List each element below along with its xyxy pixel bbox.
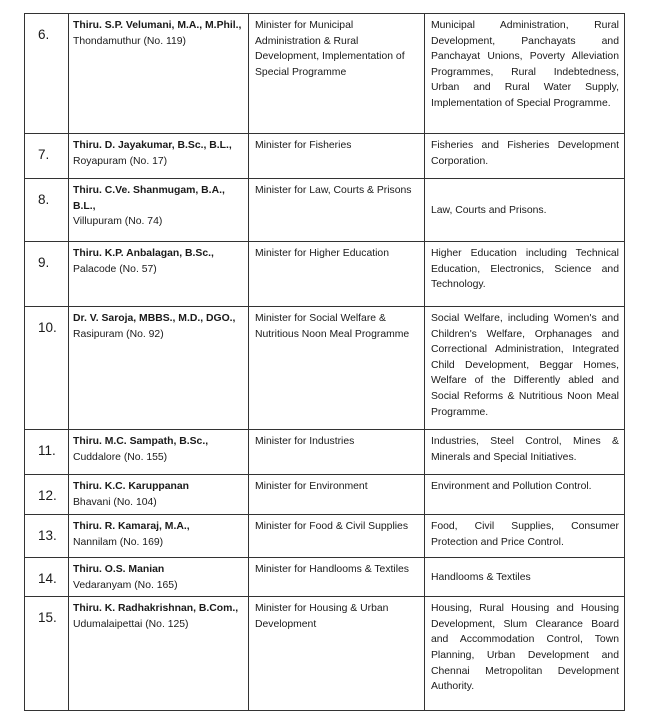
table-row [25,179,625,242]
constituency: Royapuram (No. 17) [73,155,168,167]
serial-number: 11. [25,430,69,475]
serial-number: 8. [25,179,69,242]
table-row [25,307,625,430]
serial-number: 15. [25,597,69,711]
serial-number: 12. [25,475,69,515]
table-row [25,14,625,134]
subjects: Handlooms & Textiles [431,571,531,583]
subjects: Social Welfare, including Women's and Children's Welfare, Orphanages and Correctional Administration, Integrated Child Development, Beggar Homes, Welfare of the Differently abled and Social Reforms & Nutritious Noon Meal Programme. [431,313,619,418]
serial-number: 9. [25,242,69,307]
subjects: Higher Education including Technical Education, Electronics, Science and Technology. [431,248,619,291]
subjects: Environment and Pollution Control. [431,481,592,492]
minister-name: Thiru. K.C. Karuppanan [73,481,190,492]
minister-name: Thiru. M.C. Sampath, B.Sc., [73,436,209,447]
portfolio: Minister for Law, Courts & Prisons [249,179,425,242]
portfolio: Minister for Industries [249,430,425,475]
serial-number: 7. [25,134,69,179]
constituency: Vedaranyam (No. 165) [73,579,178,591]
serial-number: 13. [25,515,69,558]
portfolio: Minister for Municipal Administration & Rural Development, Implementation of Special Programme [249,14,425,134]
minister-name: Thiru. C.Ve. Shanmugam, B.A., B.L., [73,185,225,212]
minister-name: Dr. V. Saroja, MBBS., M.D., DGO., [73,313,236,324]
minister-name: Thiru. K. Radhakrishnan, B.Com., [73,603,239,615]
constituency: Bhavani (No. 104) [73,496,157,508]
constituency: Nannilam (No. 169) [73,536,164,548]
subjects: Law, Courts and Prisons. [431,204,547,216]
table-row [25,430,625,475]
subjects: Food, Civil Supplies, Consumer Protection and Price Control. [431,521,619,548]
table-row [25,134,625,179]
table-row [25,558,625,597]
minister-name: Thiru. D. Jayakumar, B.Sc., B.L., [73,140,232,151]
minister-name: Thiru. R. Kamaraj, M.A., [73,521,190,532]
ministers-table [24,13,625,711]
table-row [25,242,625,307]
constituency: Rasipuram (No. 92) [73,328,164,340]
serial-number: 6. [25,14,69,134]
portfolio: Minister for Environment [249,475,425,515]
constituency: Villupuram (No. 74) [73,216,163,228]
subjects: Fisheries and Fisheries Development Corporation. [431,140,619,167]
portfolio: Minister for Social Welfare & Nutritious Noon Meal Programme [249,307,425,430]
table-row [25,475,625,515]
serial-number: 14. [25,558,69,597]
constituency: Udumalaipettai (No. 125) [73,618,189,630]
minister-name: Thiru. S.P. Velumani, M.A., M.Phil., [73,20,242,31]
subjects: Industries, Steel Control, Mines & Minerals and Special Initiatives. [431,436,619,463]
portfolio: Minister for Handlooms & Textiles [249,558,425,597]
portfolio: Minister for Food & Civil Supplies [249,515,425,558]
table-row [25,515,625,558]
minister-name: Thiru. O.S. Manian [73,564,165,575]
portfolio: Minister for Housing & Urban Development [249,597,425,711]
constituency: Thondamuthur (No. 119) [73,35,187,47]
serial-number: 10. [25,307,69,430]
minister-name: Thiru. K.P. Anbalagan, B.Sc., [73,248,214,259]
constituency: Palacode (No. 57) [73,263,157,275]
portfolio: Minister for Higher Education [249,242,425,307]
subjects: Municipal Administration, Rural Development, Panchayats and Panchayat Unions, Poverty Alleviation Programmes, Rural Indebtedness, Urban and Rural Water Supply, Implementation of Special Programme. [431,20,619,109]
subjects: Housing, Rural Housing and Housing Development, Slum Clearance Board and Accommodation Control, Town Planning, Urban Development and Chennai Metropolitan Development Authority. [431,603,619,693]
portfolio: Minister for Fisheries [249,134,425,179]
constituency: Cuddalore (No. 155) [73,451,168,463]
table-row [25,597,625,711]
